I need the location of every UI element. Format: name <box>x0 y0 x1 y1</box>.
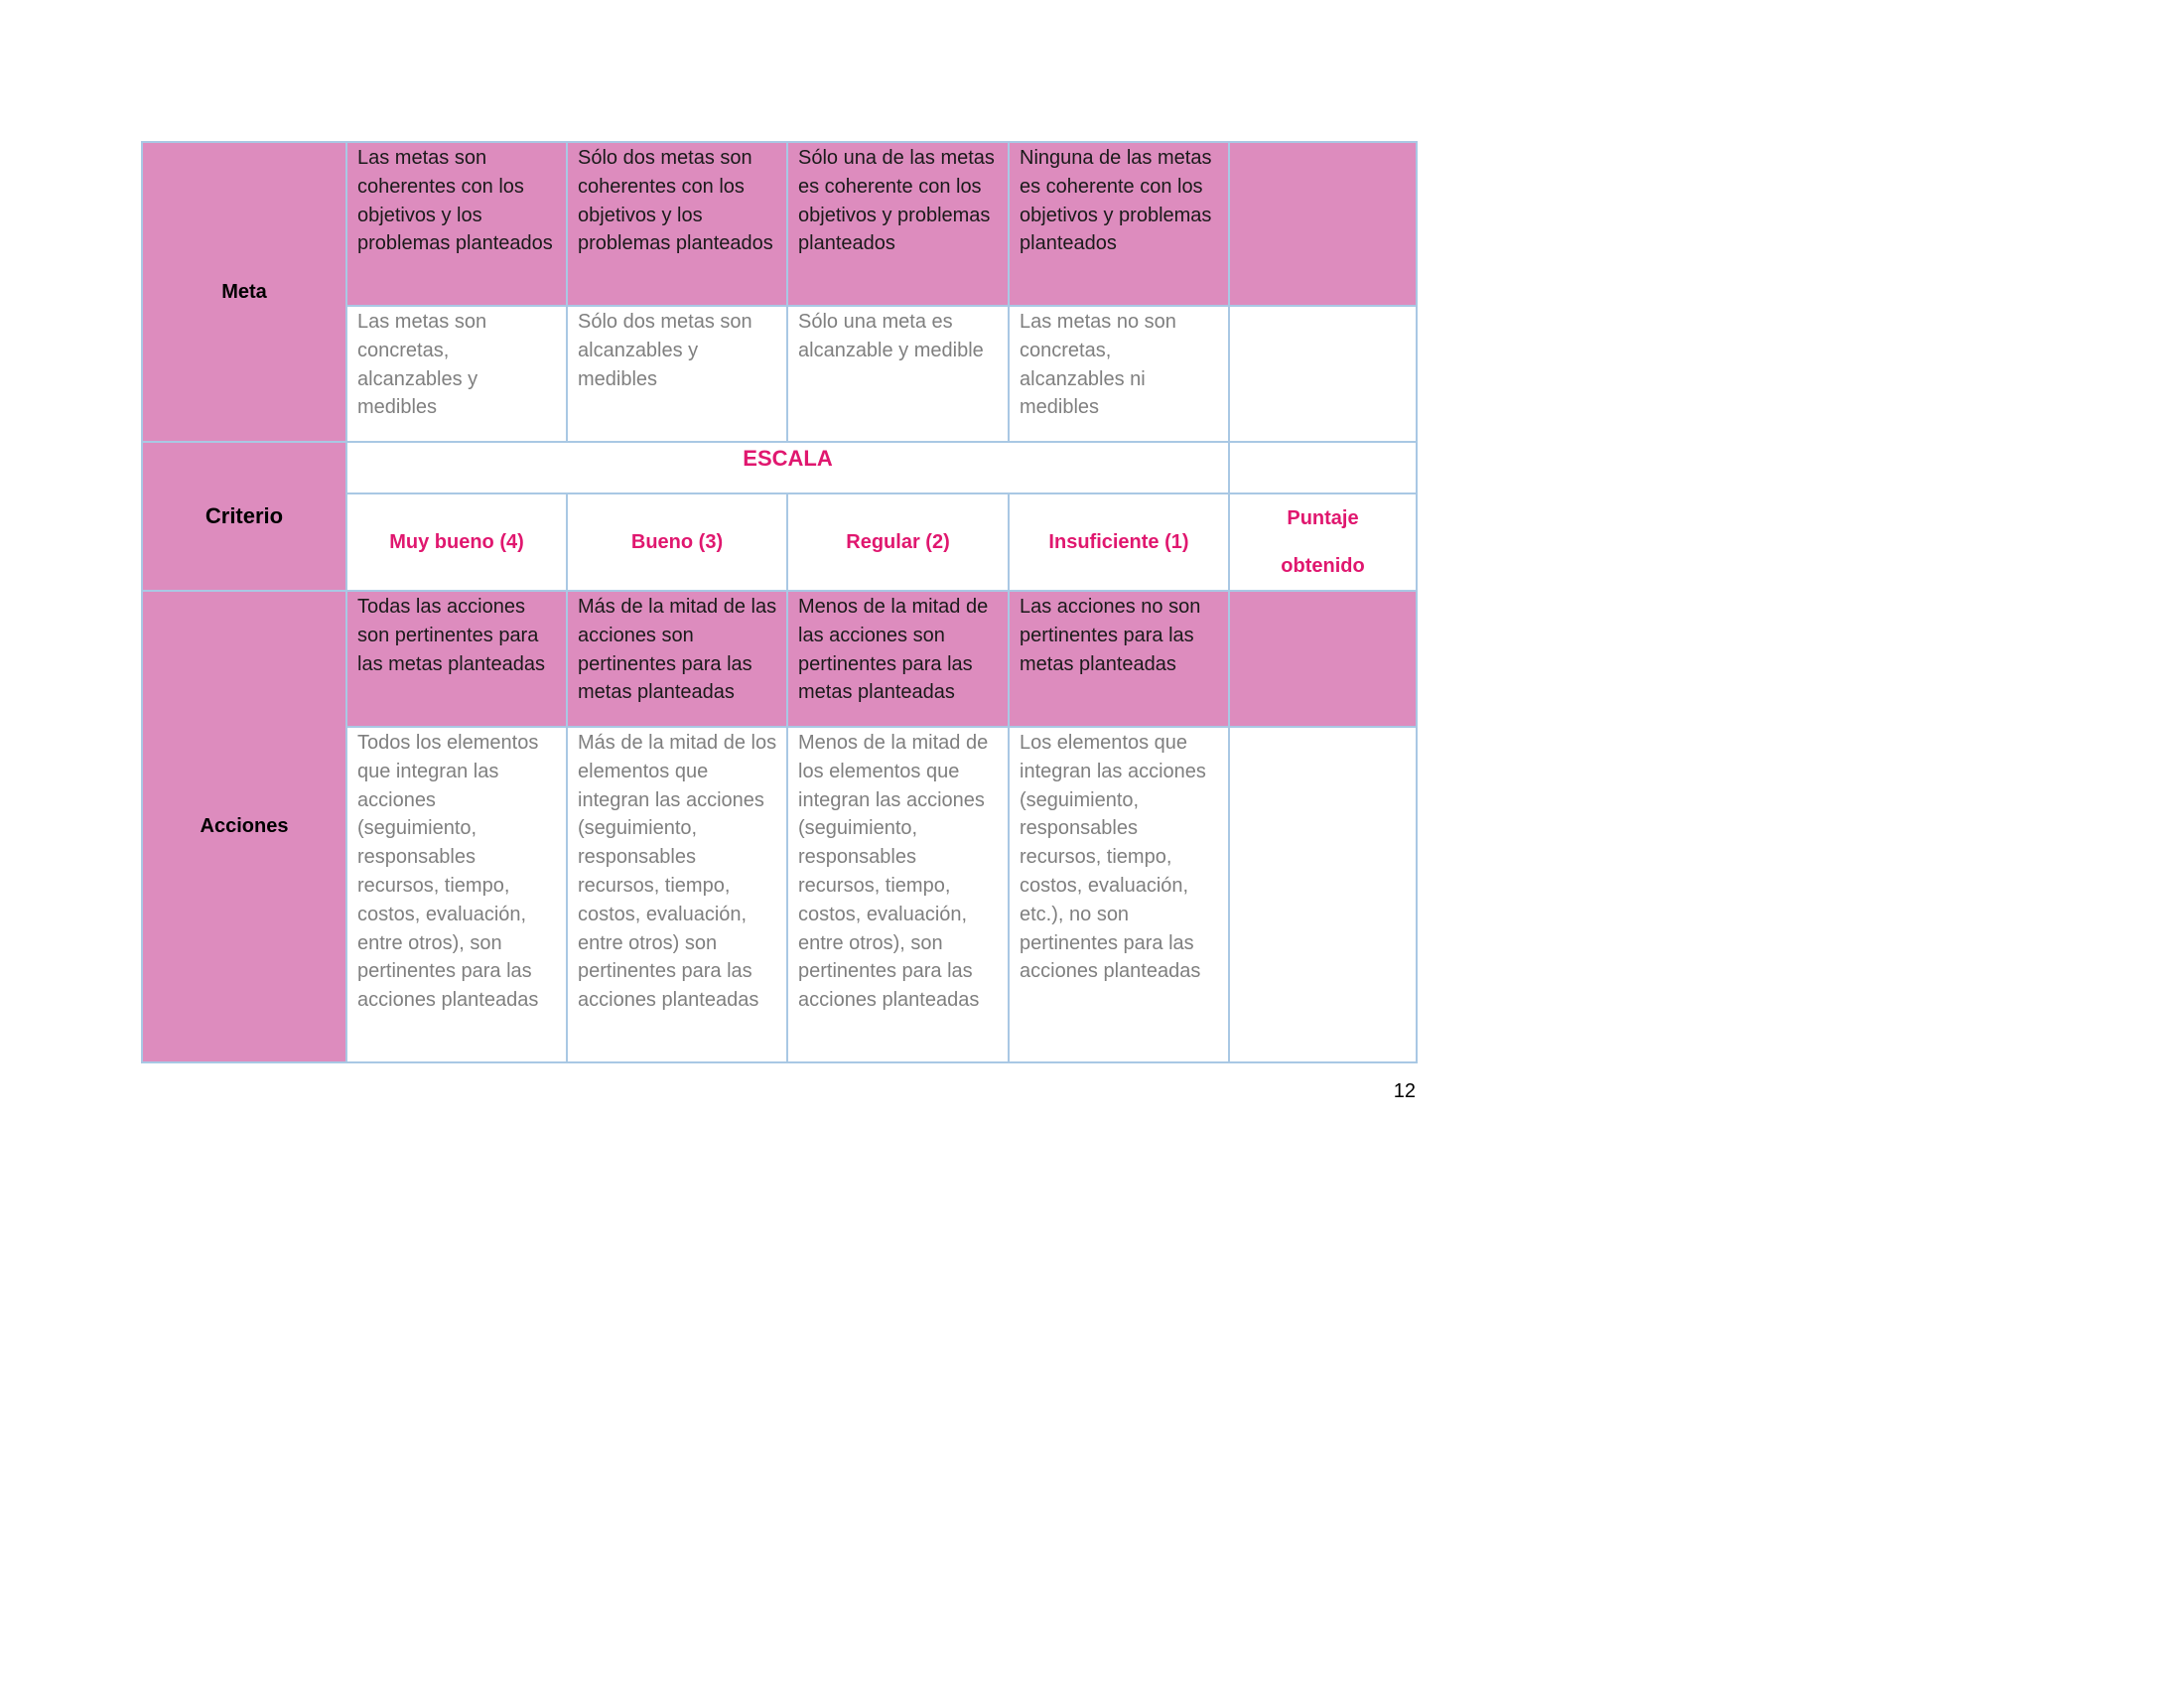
acciones-row1-regular: Menos de la mitad de las acciones son pertinentes para las metas planteadas <box>787 591 1009 727</box>
meta-row2-muy-bueno: Las metas son concretas, alcanzables y medibles <box>346 306 567 442</box>
page-number: 12 <box>1393 1080 1416 1102</box>
acciones-row-pertinence <box>142 591 1417 727</box>
meta-row1-score-cell <box>1229 142 1417 306</box>
acciones-row2-muy-bueno: Todos los elementos que integran las acciones (seguimiento, responsables recursos, tiempo, costos, evaluación, entre otros), son pertinentes para las acciones planteadas <box>346 727 567 1062</box>
meta-row2-insuficiente: Las metas no son concretas, alcanzables ni medibles <box>1009 306 1229 442</box>
scale-title-row <box>142 442 1417 493</box>
meta-row1-bueno: Sólo dos metas son coherentes con los objetivos y los problemas planteados <box>567 142 787 306</box>
level-bueno: Bueno (3) <box>567 493 787 591</box>
scale-title-blank <box>1229 442 1417 493</box>
meta-row1-muy-bueno: Las metas son coherentes con los objetivos y los problemas planteados <box>346 142 567 306</box>
scale-title: ESCALA <box>346 442 1229 493</box>
level-regular: Regular (2) <box>787 493 1009 591</box>
meta-row2-score-cell <box>1229 306 1417 442</box>
level-muy-bueno: Muy bueno (4) <box>346 493 567 591</box>
puntaje-obtenido-header <box>1229 493 1417 591</box>
meta-row2-bueno: Sólo dos metas son alcanzables y medibles <box>567 306 787 442</box>
meta-row2-regular: Sólo una meta es alcanzable y medible <box>787 306 1009 442</box>
puntaje-line-2: obtenido <box>1281 555 1365 577</box>
criterio-header: Criterio <box>142 442 346 591</box>
acciones-row1-insuficiente: Las acciones no son pertinentes para las metas planteadas <box>1009 591 1229 727</box>
meta-row1-regular: Sólo una de las metas es coherente con los objetivos y problemas planteados <box>787 142 1009 306</box>
acciones-row2-bueno: Más de la mitad de los elementos que integran las acciones (seguimiento, responsables recursos, tiempo, costos, evaluación, entre otros) son pertinentes para las acciones planteadas <box>567 727 787 1062</box>
acciones-row2-insuficiente: Los elementos que integran las acciones (seguimiento, responsables recursos, tiempo, costos, evaluación, etc.), no son pertinentes para las acciones planteadas <box>1009 727 1229 1062</box>
acciones-row1-muy-bueno: Todas las acciones son pertinentes para las metas planteadas <box>346 591 567 727</box>
acciones-row2-regular: Menos de la mitad de los elementos que integran las acciones (seguimiento, responsables recursos, tiempo, costos, evaluación, entre otros), son pertinentes para las acciones planteadas <box>787 727 1009 1062</box>
level-insuficiente: Insuficiente (1) <box>1009 493 1229 591</box>
puntaje-line-1: Puntaje <box>1287 507 1359 529</box>
acciones-row2-score-cell <box>1229 727 1417 1062</box>
rubric-table <box>141 141 1418 1063</box>
acciones-row1-score-cell <box>1229 591 1417 727</box>
meta-row-coherence <box>142 142 1417 306</box>
criterion-meta-label: Meta <box>142 142 346 442</box>
acciones-row1-bueno: Más de la mitad de las acciones son pertinentes para las metas planteadas <box>567 591 787 727</box>
criterion-acciones-label: Acciones <box>142 591 346 1062</box>
meta-row1-insuficiente: Ninguna de las metas es coherente con los objetivos y problemas planteados <box>1009 142 1229 306</box>
